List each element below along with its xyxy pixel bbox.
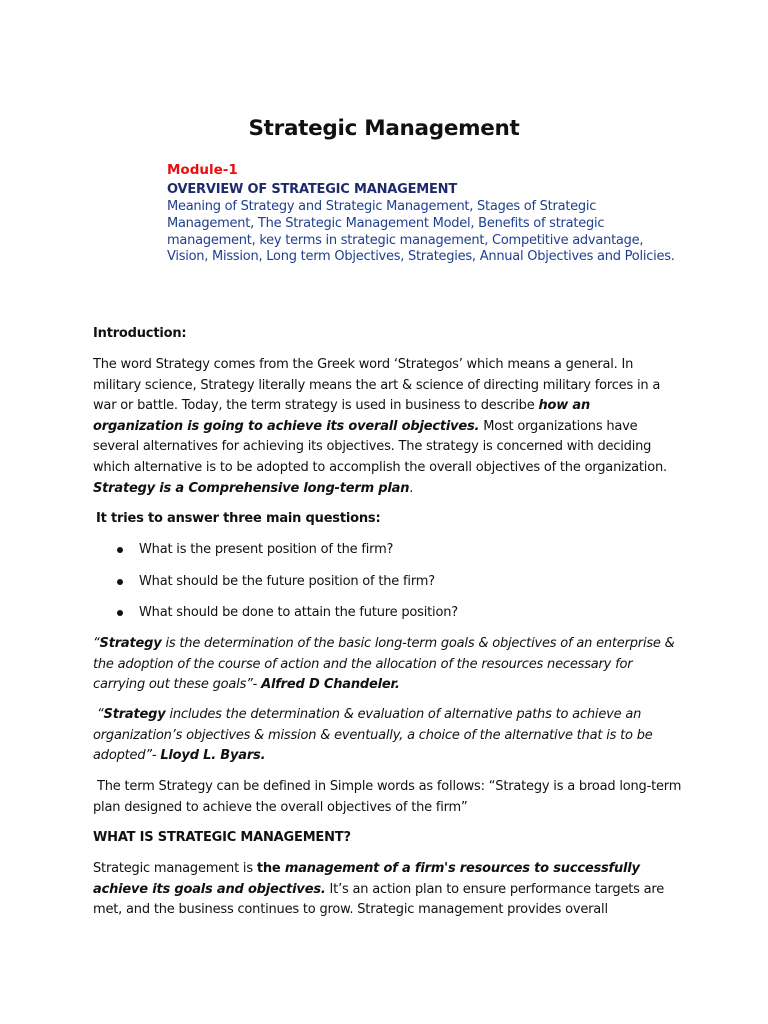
module-heading: OVERVIEW OF STRATEGIC MANAGEMENT (167, 182, 458, 197)
sm-text-1: Strategic management is (93, 861, 257, 876)
quote-term: Strategy (99, 636, 162, 651)
sm-text-3: It’s an action plan to ensure performance targets are met, and the business continues to grow. Strategic management provides overall (93, 881, 665, 918)
sm-text-2: the (256, 861, 285, 876)
definition-paragraph: The term Strategy can be defined in Simple words as follows: “Strategy is a broad long-term plan designed to achieve the overall objectives of the firm” (93, 779, 682, 815)
strategic-management-heading: WHAT IS STRATEGIC MANAGEMENT? (93, 830, 351, 845)
quote-open: “ (93, 636, 100, 651)
quote-open: “ (97, 707, 104, 722)
intro-heading: Introduction: (93, 326, 187, 341)
bullet-icon (117, 547, 123, 553)
quote-byars (93, 705, 683, 767)
quote-author: Lloyd L. Byars. (160, 748, 266, 764)
list-item (115, 572, 675, 592)
intro-emphasis-1: how an organization is going to achieve its overall objectives. (93, 398, 591, 434)
bullet-icon (117, 579, 123, 585)
quote-chandler (93, 634, 683, 696)
quote-text: includes the determination & evaluation of alternative paths to achieve an organization’s objectives & mission & eventually, a choice of the alternative that is to be adopted”- (93, 707, 653, 764)
sm-emphasis: management of a firm's resources to successfully achieve its goals and objectives. (93, 861, 640, 897)
strategic-management-paragraph (93, 859, 683, 921)
questions-heading: It tries to answer three main questions: (96, 511, 381, 526)
question-text: What should be done to attain the future position? (139, 605, 458, 620)
quote-author: Alfred D Chandeler. (261, 677, 400, 693)
intro-text-3: . (409, 480, 414, 496)
question-text: What is the present position of the firm? (139, 542, 394, 557)
bullet-icon (117, 610, 123, 616)
quote-term: Strategy (103, 707, 166, 722)
page-title: Strategic Management (248, 116, 520, 141)
quote-text: is the determination of the basic long-term goals & objectives of an enterprise & the adoption of the course of action and the allocation of the resources necessary for carrying out these goals”- (93, 636, 675, 693)
list-item (115, 540, 675, 560)
intro-text-1: The word Strategy comes from the Greek word ‘Strategos’ which means a general. In military science, Strategy literally means the art & science of directing military forces in a war or battle. Today, the term strategy is used in business to describe (93, 357, 661, 414)
intro-emphasis-2: Strategy is a Comprehensive long-term plan (93, 480, 410, 496)
intro-paragraph (93, 355, 683, 499)
questions-list (115, 540, 675, 635)
module-label: Module-1 (167, 162, 238, 178)
list-item (115, 603, 675, 623)
module-summary (167, 161, 677, 266)
question-text: What should be the future position of the firm? (139, 573, 435, 589)
intro-text-2: Most organizations have several alternatives for achieving its objectives. The strategy is concerned with deciding which alternative is to be adopted to accomplish the overall objectives of the organization. (93, 418, 667, 475)
module-description: Meaning of Strategy and Strategic Management, Stages of Strategic Management, The Strategic Management Model, Benefits of strategic management, key terms in strategic management, Competitive advantage, Vision, Mission, Long term Objectives, Strategies, Annual Objectives and Policies. (167, 199, 675, 265)
